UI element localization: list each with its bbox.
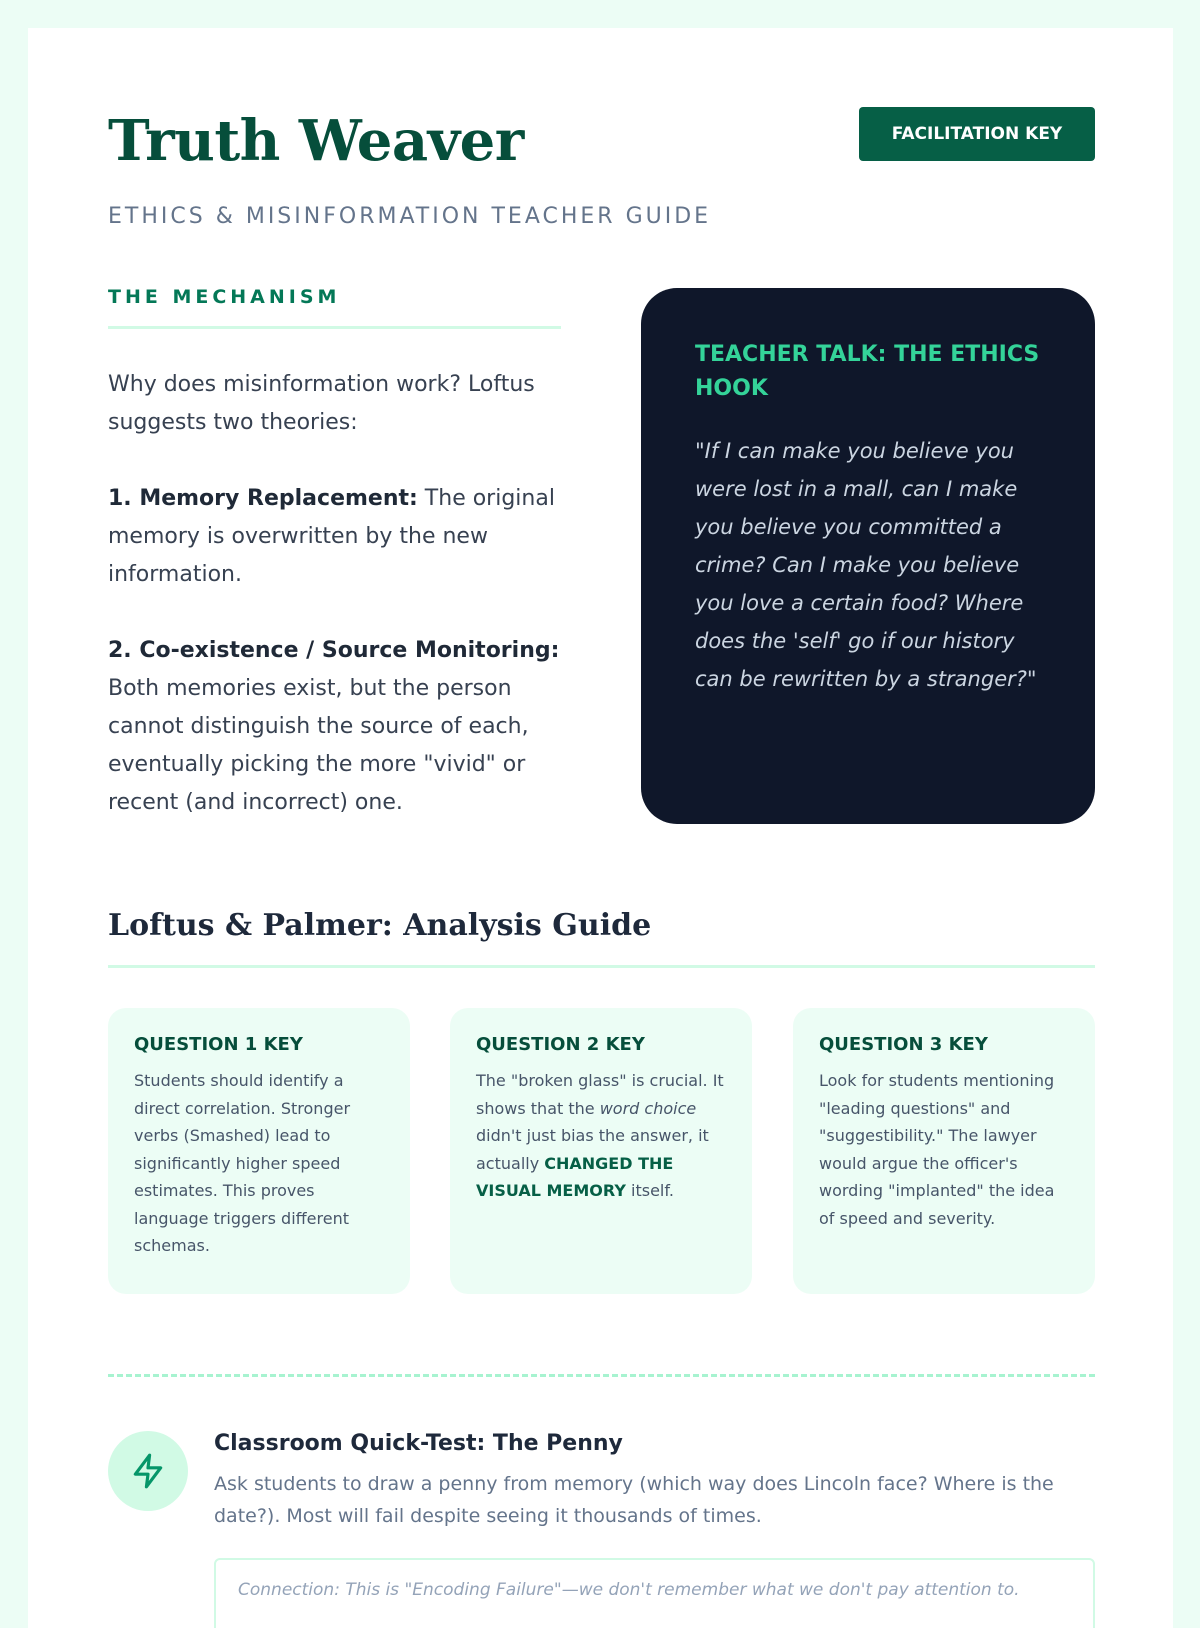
theory-1-label: 1. Memory Replacement:	[108, 486, 418, 511]
theory-2-label: 2. Co-existence / Source Monitoring:	[108, 638, 560, 663]
page-subtitle: ETHICS & MISINFORMATION TEACHER GUIDE	[108, 204, 712, 229]
guide-page	[28, 28, 1173, 1628]
ethics-hook-card	[641, 288, 1095, 824]
quick-test-body: Ask students to draw a penny from memory (which way does Lincoln face? Where is the date?). Most will fail despite seeing it thousands of times.	[214, 1473, 1054, 1527]
question-2-emphasis: word choice	[599, 1098, 697, 1118]
question-1-title: QUESTION 1 KEY	[134, 1034, 303, 1055]
question-2-text-a: The "broken glass" is crucial. It shows that the	[476, 1071, 724, 1118]
ethics-hook-title: TEACHER TALK: THE ETHICS HOOK	[695, 342, 1040, 401]
quick-test-title: Classroom Quick-Test: The Penny	[214, 1431, 623, 1456]
page-title: Truth Weaver	[108, 108, 524, 174]
question-2-highlight: CHANGED THE VISUAL MEMORY	[476, 1153, 674, 1200]
question-3-key-card	[793, 1008, 1095, 1294]
connection-note: Connection: This is "Encoding Failure"—we don't remember what we don't pay attention to.	[214, 1558, 1095, 1628]
question-1-key-card	[108, 1008, 410, 1294]
question-2-text-c: itself.	[625, 1181, 674, 1200]
question-3-title: QUESTION 3 KEY	[819, 1034, 988, 1055]
mechanism-divider	[108, 326, 561, 329]
analysis-guide-title: Loftus & Palmer: Analysis Guide	[108, 908, 652, 943]
question-2-text	[476, 1067, 728, 1205]
analysis-divider	[108, 965, 1095, 968]
theory-2-text: Both memories exist, but the person cannot distinguish the source of each, eventually picking the more "vivid" or recent (and incorrect) one.	[108, 676, 529, 815]
theory-memory-replacement	[108, 480, 568, 594]
ethics-hook-quote: "If I can make you believe you were lost in a mall, can I make you believe you committed a crime? Can I make you believe you love a certain food? Where does the 'self' go if our history can be rewritten by a stranger?"	[695, 439, 1037, 691]
facilitation-key-badge: FACILITATION KEY	[859, 107, 1095, 161]
section-dashed-divider	[108, 1374, 1095, 1377]
mechanism-heading: THE MECHANISM	[108, 286, 341, 308]
question-2-text-b: didn't just bias the answer, it actually	[476, 1126, 709, 1173]
mechanism-intro: Why does misinformation work? Loftus suggests two theories:	[108, 372, 535, 435]
theory-source-monitoring	[108, 632, 568, 822]
question-2-title: QUESTION 2 KEY	[476, 1034, 645, 1055]
question-3-text: Look for students mentioning "leading questions" and "suggestibility." The lawyer would argue the officer's wording "implanted" the idea of speed and severity.	[819, 1071, 1055, 1228]
question-2-key-card	[450, 1008, 752, 1294]
theory-1-text: The original memory is overwritten by the new information.	[108, 486, 555, 587]
lightning-bolt-icon	[108, 1431, 188, 1511]
question-1-text: Students should identify a direct correlation. Stronger verbs (Smashed) lead to significantly higher speed estimates. This proves language triggers different schemas.	[134, 1071, 351, 1255]
mechanism-body	[108, 366, 568, 860]
